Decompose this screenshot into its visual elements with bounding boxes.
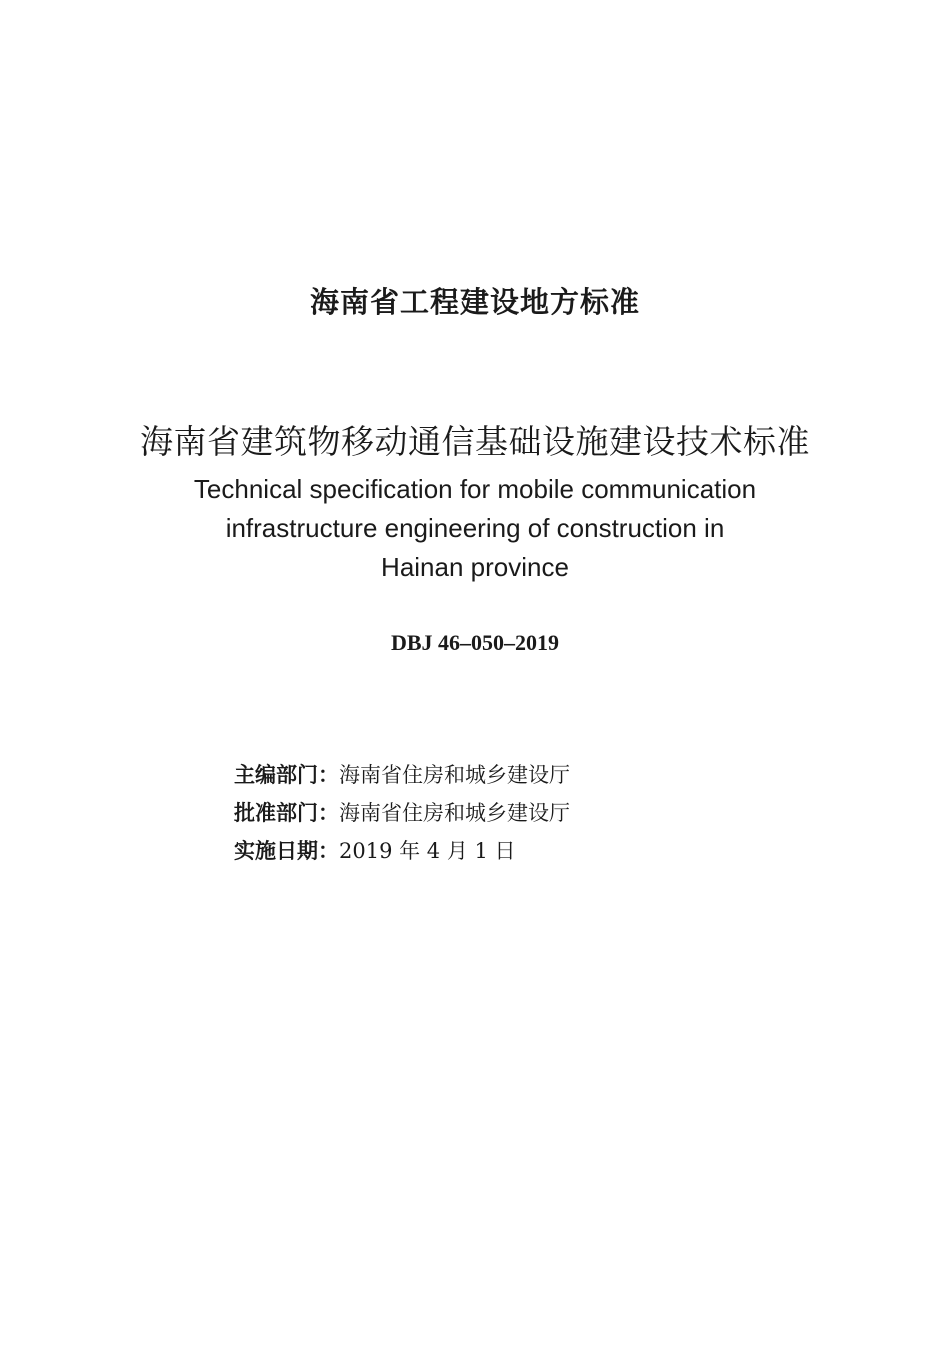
english-title-line-1: Technical specification for mobile communication [193, 474, 757, 504]
effective-date-value: 2019 年 4 月 1 日 [339, 839, 516, 863]
series-title: 海南省工程建设地方标准 [309, 285, 640, 319]
approval-department-label: 批准部门： [234, 801, 339, 825]
effective-date-row [234, 832, 794, 870]
editor-department-row [234, 756, 794, 794]
editor-department-label: 主编部门： [234, 763, 339, 787]
standard-code: DBJ 46–050–2019 [390, 630, 560, 655]
publication-info [234, 756, 794, 870]
english-title-line-3: Hainan province [381, 552, 569, 582]
effective-date-label: 实施日期： [234, 839, 339, 863]
approval-department-value: 海南省住房和城乡建设厅 [339, 801, 570, 825]
main-title: 海南省建筑物移动通信基础设施建设技术标准 [140, 422, 810, 461]
approval-department-row [234, 794, 794, 832]
english-title [0, 470, 950, 587]
editor-department-value: 海南省住房和城乡建设厅 [339, 763, 570, 787]
english-title-line-2: infrastructure engineering of construction in [225, 513, 725, 543]
